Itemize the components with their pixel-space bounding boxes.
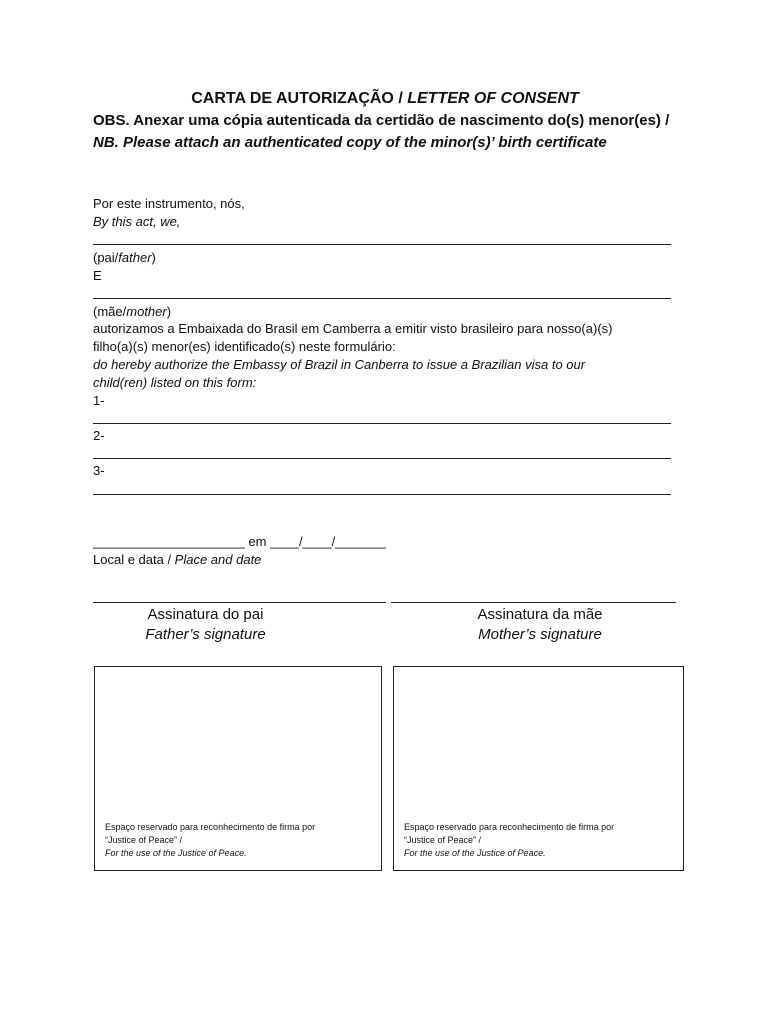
intro-pt: Por este instrumento, nós, — [93, 196, 245, 211]
father-label: (pai/father) — [93, 250, 156, 265]
obs-en: NB. Please attach an authenticated copy of the minor(s)’ birth certificate — [93, 134, 607, 151]
title-pt: CARTA DE AUTORIZAÇÃO / — [191, 90, 408, 107]
father-notary-note: Espaço reservado para reconhecimento de firma por “Justice of Peace” / For the use of the Justice of Peace. — [105, 822, 316, 858]
place-date-label: Local e data / Place and date — [93, 552, 262, 567]
child-1-line[interactable] — [93, 423, 671, 424]
mother-name-line[interactable] — [93, 298, 671, 299]
child-2-label: 2- — [93, 428, 105, 443]
mother-signature-pt: Assinatura da mãe — [477, 606, 603, 623]
authorization-pt-line1: autorizamos a Embaixada do Brasil em Camberra a emitir visto brasileiro para nosso(a)(s) — [93, 321, 613, 336]
father-signature-en: Father’s signature — [145, 626, 266, 643]
father-signature-pt: Assinatura do pai — [147, 606, 264, 623]
father-signature-line[interactable] — [93, 602, 386, 603]
authorization-en-line2: child(ren) listed on this form: — [93, 375, 257, 390]
obs-pt: OBS. Anexar uma cópia autenticada da certidão de nascimento do(s) menor(es) / — [93, 112, 670, 129]
mother-label: (mãe/mother) — [93, 304, 172, 319]
child-1-label: 1- — [93, 393, 105, 408]
authorization-pt-line2: filho(a)(s) menor(es) identificado(s) neste formulário: — [93, 339, 396, 354]
father-name-line[interactable] — [93, 244, 671, 245]
place-date-field[interactable]: _____________________ em ____/____/_______ — [93, 534, 386, 549]
title-en: LETTER OF CONSENT — [407, 90, 579, 107]
authorization-en-line1: do hereby authorize the Embassy of Brazil in Canberra to issue a Brazilian visa to our — [93, 357, 586, 372]
child-3-line[interactable] — [93, 494, 671, 495]
obs-note — [93, 110, 693, 154]
document-title — [0, 90, 770, 108]
and-label: E — [93, 268, 102, 283]
mother-signature-line[interactable] — [391, 602, 676, 603]
child-3-label: 3- — [93, 463, 105, 478]
mother-notary-note: Espaço reservado para reconhecimento de firma por “Justice of Peace” / For the use of the Justice of Peace. — [404, 822, 615, 858]
mother-signature-en: Mother’s signature — [478, 626, 602, 643]
father-notary-box — [94, 666, 382, 871]
child-2-line[interactable] — [93, 458, 671, 459]
mother-notary-box — [393, 666, 684, 871]
intro-en: By this act, we, — [93, 214, 181, 229]
